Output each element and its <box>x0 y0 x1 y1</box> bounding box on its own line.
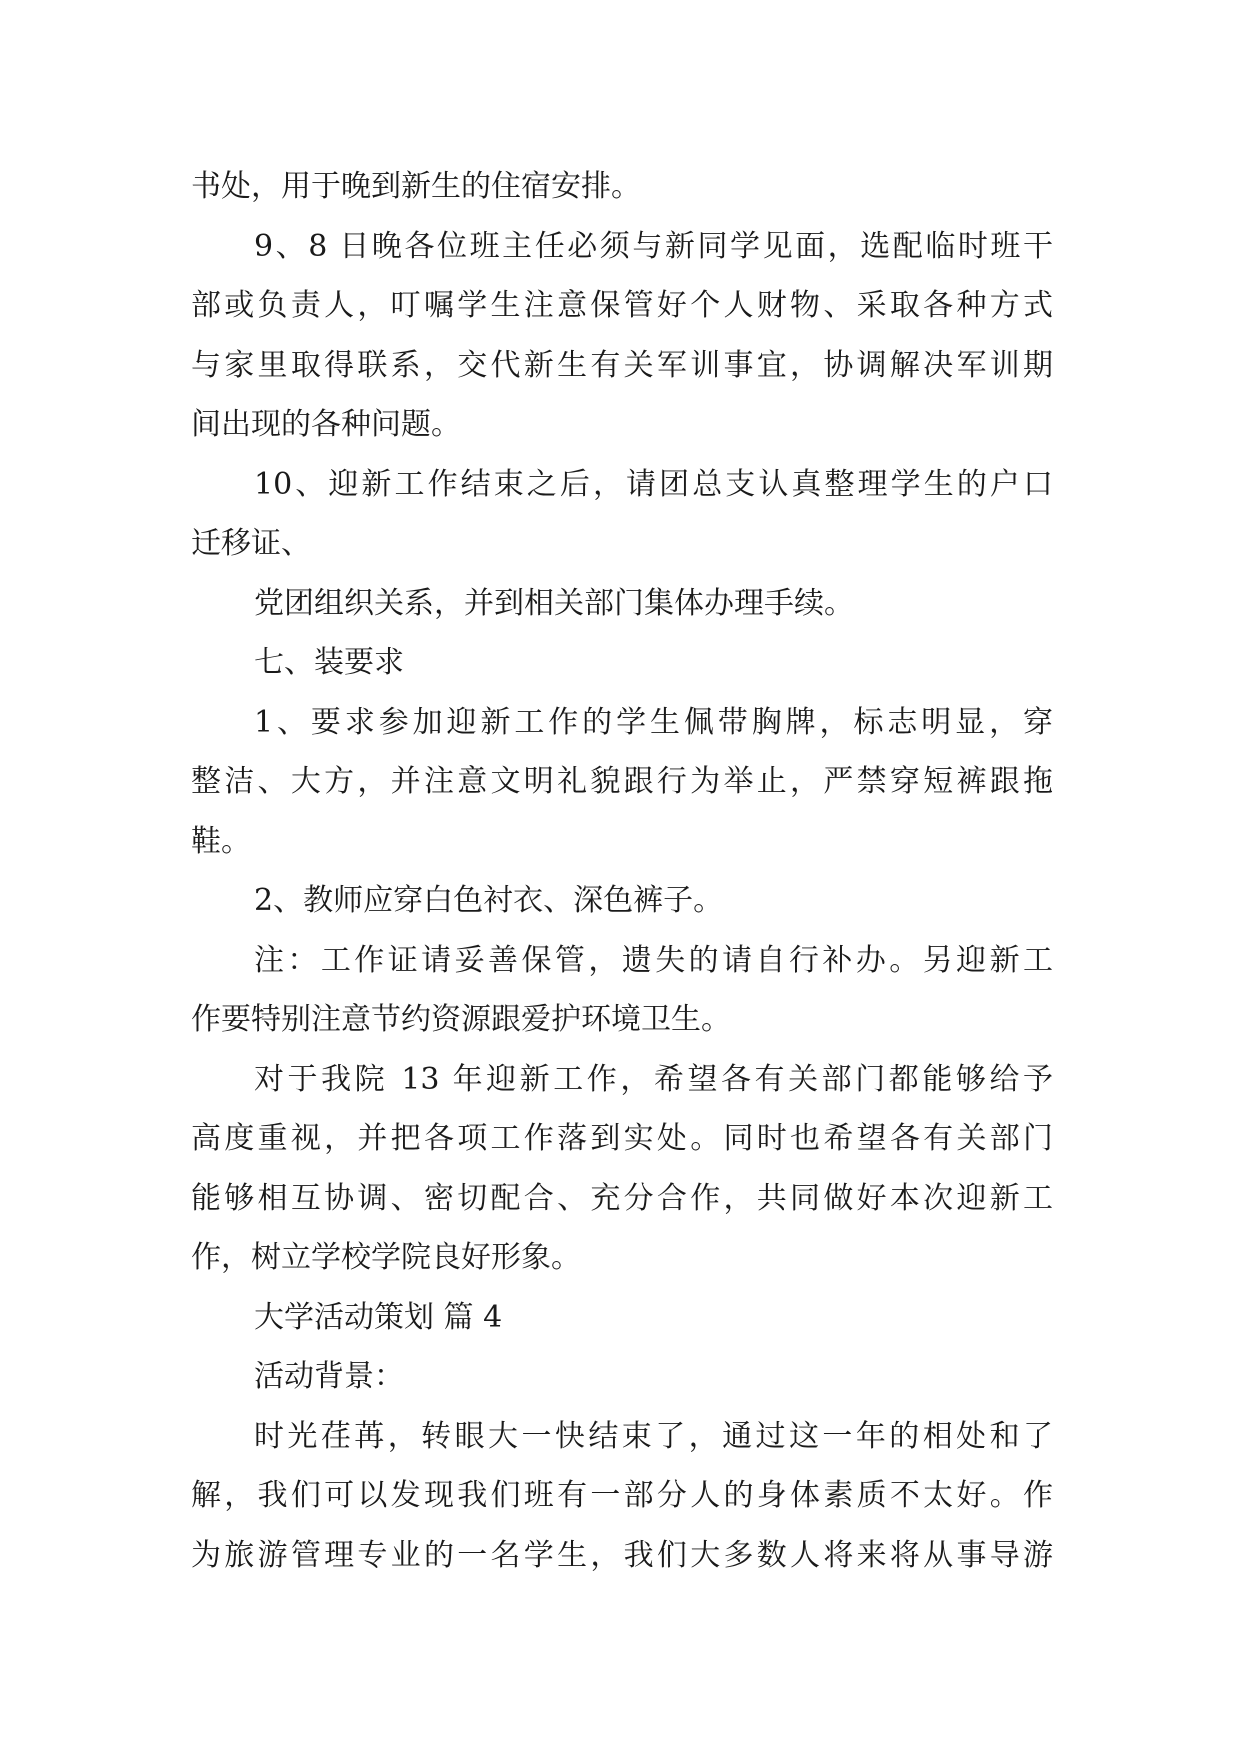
text-line: 为旅游管理专业的一名学生，我们大多数人将来将从事导游 <box>191 1537 1053 1573</box>
text-line: 高度重视，并把各项工作落到实处。同时也希望各有关部门 <box>191 1121 1053 1156</box>
text-line: 注：工作证请妥善保管，遗失的请自行补办。另迎新工 <box>254 942 1053 978</box>
text-line: 1、要求参加迎新工作的学生佩带胸牌，标志明显，穿 <box>254 704 1053 740</box>
text-line: 时光荏苒，转眼大一快结束了，通过这一年的相处和了 <box>254 1418 1053 1454</box>
text-line: 10、迎新工作结束之后，请团总支认真整理学生的户口 <box>254 466 1053 502</box>
document-body <box>191 157 1053 1585</box>
section-heading: 七、装要求 <box>254 645 404 680</box>
text-line: 解，我们可以发现我们班有一部分人的身体素质不太好。作 <box>191 1478 1053 1513</box>
text-line: 与家里取得联系，交代新生有关军训事宜，协调解决军训期 <box>191 347 1053 383</box>
text-line: 书处，用于晚到新生的住宿安排。 <box>191 169 641 204</box>
text-line: 活动背景： <box>254 1359 404 1394</box>
text-line: 部或负责人，叮嘱学生注意保管好个人财物、采取各种方式 <box>191 288 1053 323</box>
text-line: 对于我院 13 年迎新工作，希望各有关部门都能够给予 <box>254 1061 1053 1097</box>
text-line: 作，树立学校学院良好形象。 <box>191 1240 581 1275</box>
text-line: 整洁、大方，并注意文明礼貌跟行为举止，严禁穿短裤跟拖 <box>191 764 1053 799</box>
text-line: 2、教师应穿白色衬衣、深色裤子。 <box>254 883 724 918</box>
text-line: 作要特别注意节约资源跟爱护环境卫生。 <box>191 1002 731 1037</box>
text-line: 鞋。 <box>191 823 251 859</box>
text-line: 党团组织关系，并到相关部门集体办理手续。 <box>254 585 854 621</box>
section-heading: 大学活动策划 篇 4 <box>254 1299 503 1335</box>
text-line: 迁移证、 <box>191 526 311 561</box>
text-line: 能够相互协调、密切配合、充分合作，共同做好本次迎新工 <box>191 1180 1053 1216</box>
text-line: 9、8 日晚各位班主任必须与新同学见面，选配临时班干 <box>254 228 1053 264</box>
text-line: 间出现的各种问题。 <box>191 407 461 442</box>
